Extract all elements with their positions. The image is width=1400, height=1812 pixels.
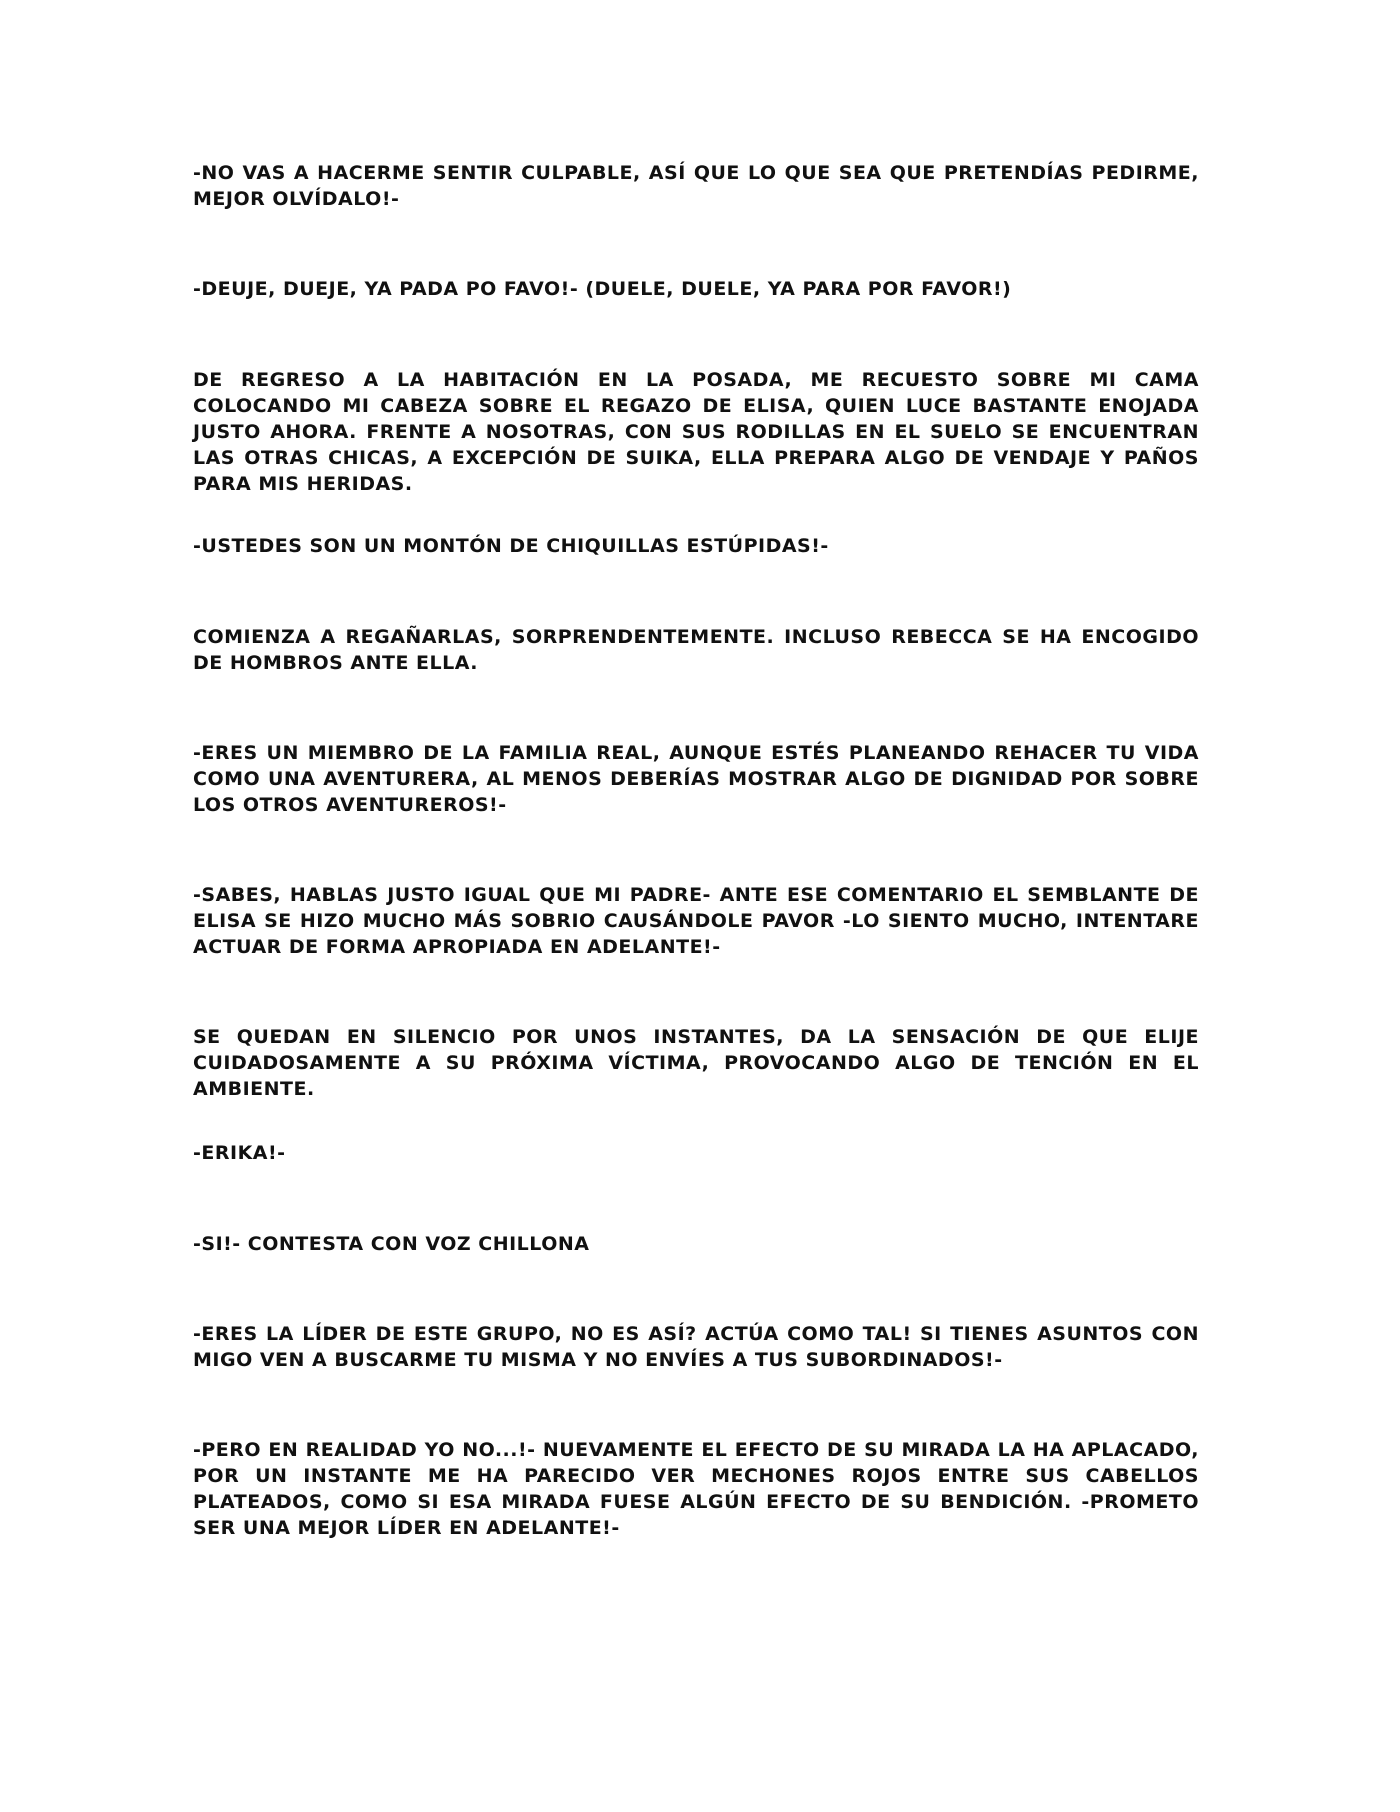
paragraph-2: -DEUJE, DUEJE, YA PADA PO FAVO!- (DUELE, DUELE, YA PARA POR FAVOR!) — [193, 278, 1012, 300]
paragraph-7: -SABES, HABLAS JUSTO IGUAL QUE MI PADRE- ANTE ESE COMENTARIO EL SEMBLANTE DE ELISA SE HIZO MUCHO MÁS SOBRIO CAUSÁNDOLE PAVOR -LO SIENTO MUCHO, INTENTARE ACTUAR DE FORMA APROPIADA EN ADELANTE!- — [193, 884, 1199, 958]
paragraph-8: SE QUEDAN EN SILENCIO POR UNOS INSTANTES, DA LA SENSACIÓN DE QUE ELIJE CUIDADOSAMENTE A SU PRÓXIMA VÍCTIMA, PROVOCANDO ALGO DE TENCIÓN EN EL AMBIENTE. — [193, 1026, 1199, 1100]
paragraph-6: -ERES UN MIEMBRO DE LA FAMILIA REAL, AUNQUE ESTÉS PLANEANDO REHACER TU VIDA COMO UNA AVENTURERA, AL MENOS DEBERÍAS MOSTRAR ALGO DE DIGNIDAD POR SOBRE LOS OTROS AVENTUREROS!- — [193, 742, 1199, 816]
paragraph-5: COMIENZA A REGAÑARLAS, SORPRENDENTEMENTE. INCLUSO REBECCA SE HA ENCOGIDO DE HOMBROS ANTE ELLA. — [193, 626, 1199, 674]
paragraph-10: -SI!- CONTESTA CON VOZ CHILLONA — [193, 1233, 590, 1255]
paragraph-12: -PERO EN REALIDAD YO NO...!- NUEVAMENTE EL EFECTO DE SU MIRADA LA HA APLACADO, POR UN INSTANTE ME HA PARECIDO VER MECHONES ROJOS ENTRE SUS CABELLOS PLATEADOS, COMO SI ESA MIRADA FUESE ALGÚN EFECTO DE SU BENDICIÓN. -PROMETO SER UNA MEJOR LÍDER EN ADELANTE!- — [193, 1439, 1199, 1539]
paragraph-11: -ERES LA LÍDER DE ESTE GRUPO, NO ES ASÍ? ACTÚA COMO TAL! SI TIENES ASUNTOS CON MIGO VEN A BUSCARME TU MISMA Y NO ENVÍES A TUS SUBORDINADOS!- — [193, 1323, 1199, 1371]
paragraph-4: -USTEDES SON UN MONTÓN DE CHIQUILLAS ESTÚPIDAS!- — [193, 535, 829, 557]
paragraph-9: -ERIKA!- — [193, 1142, 286, 1164]
paragraph-3: DE REGRESO A LA HABITACIÓN EN LA POSADA, ME RECUESTO SOBRE MI CAMA COLOCANDO MI CABEZA SOBRE EL REGAZO DE ELISA, QUIEN LUCE BASTANTE ENOJADA JUSTO AHORA. FRENTE A NOSOTRAS, CON SUS RODILLAS EN EL SUELO SE ENCUENTRAN LAS OTRAS CHICAS, A EXCEPCIÓN DE SUIKA, ELLA PREPARA ALGO DE VENDAJE Y PAÑOS PARA MIS HERIDAS. — [193, 369, 1199, 495]
paragraph-1: -NO VAS A HACERME SENTIR CULPABLE, ASÍ QUE LO QUE SEA QUE PRETENDÍAS PEDIRME, MEJOR OLVÍDALO!- — [193, 162, 1199, 210]
